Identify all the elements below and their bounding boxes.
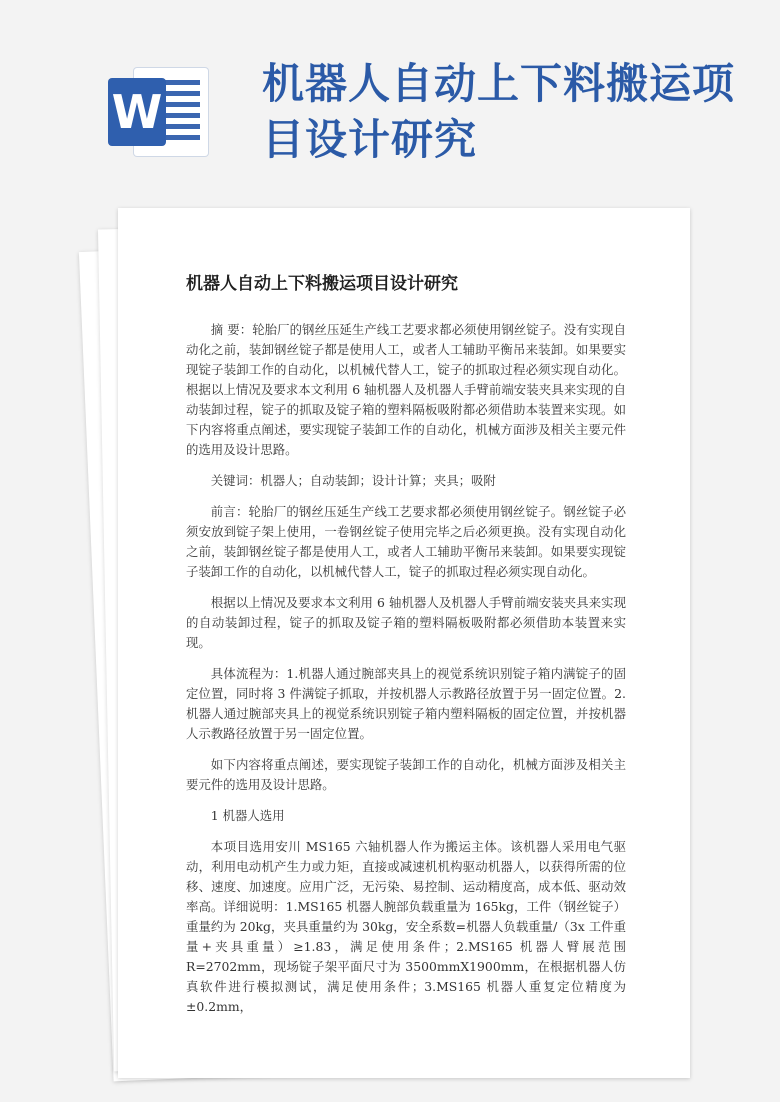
page-title: 机器人自动上下料搬运项目设计研究 (262, 59, 736, 164)
preface-paragraph: 前言：轮胎厂的钢丝压延生产线工艺要求都必须使用钢丝锭子。钢丝锭子必须安放到锭子架上使用，一卷钢丝锭子使用完毕之后必须更换。没有实现自动化之前，装卸钢丝锭子都是使用人工，或者人工辅助平衡吊来装卸。如果要实现锭子装卸工作的自动化，以机械代替人工，锭子的抓取过程必须实现自动化。 (186, 504, 626, 579)
document-content (186, 274, 626, 1028)
process-paragraph: 具体流程为：1.机器人通过腕部夹具上的视觉系统识别锭子箱内满锭子的固定位置，同时将 3 件满锭子抓取，并按机器人示教路径放置于另一固定位置。2.机器人通过腕部夹具上的视觉系统识别锭子箱内塑料隔板的固定位置，并按机器人示教路径放置于另一固定位置。 (186, 666, 626, 741)
body-paragraph: 如下内容将重点阐述，要实现锭子装卸工作的自动化，机械方面涉及相关主要元件的选用及设计思路。 (186, 757, 626, 792)
section-heading: 1 机器人选用 (210, 808, 285, 823)
document-title: 机器人自动上下料搬运项目设计研究 (186, 274, 458, 294)
body-paragraph: 本项目选用安川 MS165 六轴机器人作为搬运主体。该机器人采用电气驱动，利用电动机产生力或力矩，直接或减速机机构驱动机器人，以获得所需的位移、速度、加速度。应用广泛，无污染、易控制、运动精度高，成本低、驱动效率高。详细说明：1.MS165 机器人腕部负载重量为 165kg，工件（钢丝锭子）重量约为 20kg，夹具重量约为 30kg，安全系数=机器人负载重量/（3x 工件重量+夹具重量）≥1.83，满足使用条件；2.MS165 机器人臂展范围 R=2702mm，现场锭子架平面尺寸为 3500mmX1900mm，在根据机器人仿真软件进行模拟测试，满足使用条件；3.MS165 机器人重复定位精度为±0.2mm， (186, 839, 626, 1014)
word-logo-tile: W (108, 78, 166, 146)
keywords-paragraph: 关键词：机器人；自动装卸；设计计算；夹具；吸附 (210, 473, 496, 488)
body-paragraph: 根据以上情况及要求本文利用 6 轴机器人及机器人手臂前端安装夹具来实现的自动装卸过程，锭子的抓取及锭子箱的塑料隔板吸附都必须借助本装置来实现。 (186, 595, 626, 650)
word-document-icon (108, 68, 208, 156)
document-lines-decoration (160, 80, 200, 146)
abstract-paragraph: 摘 要：轮胎厂的钢丝压延生产线工艺要求都必须使用钢丝锭子。没有实现自动化之前，装卸钢丝锭子都是使用人工，或者人工辅助平衡吊来装卸。如果要实现锭子装卸工作的自动化，以机械代替人工，锭子的抓取过程必须实现自动化。根据以上情况及要求本文利用 6 轴机器人及机器人手臂前端安装夹具来实现的自动装卸过程，锭子的抓取及锭子箱的塑料隔板吸附都必须借助本装置来实现。如下内容将重点阐述，要实现锭子装卸工作的自动化，机械方面涉及相关主要元件的选用及设计思路。 (186, 322, 626, 457)
